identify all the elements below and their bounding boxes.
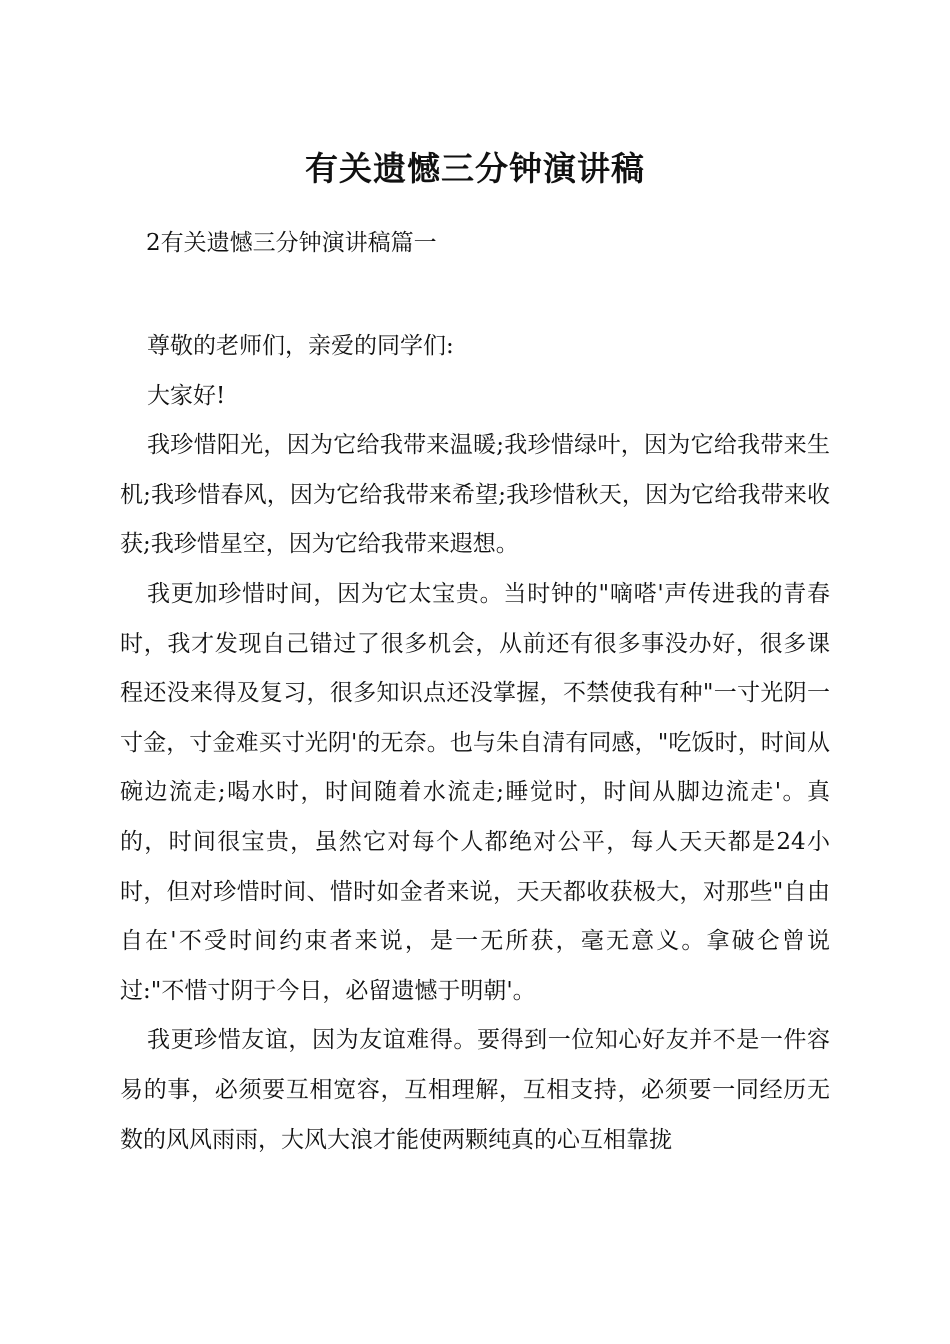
paragraph-cherish-nature: 我珍惜阳光，因为它给我带来温暖;我珍惜绿叶，因为它给我带来生机;我珍惜春风，因为它给我带来希望;我珍惜秋天，因为它给我带来收获;我珍惜星空，因为它给我带来遐想。 [120,432,830,558]
document-subtitle: 2有关遗憾三分钟演讲稿篇一 [146,230,437,256]
paragraph-cherish-time: 我更加珍惜时间，因为它太宝贵。当时钟的"嘀嗒'声传进我的青春时，我才发现自己错过了很多机会，从前还有很多事没办好，很多课程还没来得及复习，很多知识点还没掌握，不禁使我有种"一寸光阴一寸金，寸金难买寸光阴'的无奈。也与朱自清有同感，"吃饭时，时间从碗边流走;喝水时，时间随着水流走;睡觉时，时间从脚边流走'。真的，时间很宝贵，虽然它对每个人都绝对公平，每人天天都是24小时，但对珍惜时间、惜时如金者来说，天天都收获极大，对那些"自由自在'不受时间约束者来说，是一无所获，毫无意义。拿破仑曾说过:"不惜寸阴于今日，必留遗憾于明朝'。 [120,580,830,1004]
paragraph-greeting: 大家好! [147,382,226,409]
paragraph-cherish-friendship: 我更珍惜友谊，因为友谊难得。要得到一位知心好友并不是一件容易的事，必须要互相宽容，互相理解，互相支持，必须要一同经历无数的风风雨雨，大风大浪才能使两颗纯真的心互相靠拢 [120,1027,830,1153]
paragraph-salutation: 尊敬的老师们，亲爱的同学们: [147,333,454,359]
document-body [120,322,830,1165]
document-title: 有关遗憾三分钟演讲稿 [305,149,645,188]
